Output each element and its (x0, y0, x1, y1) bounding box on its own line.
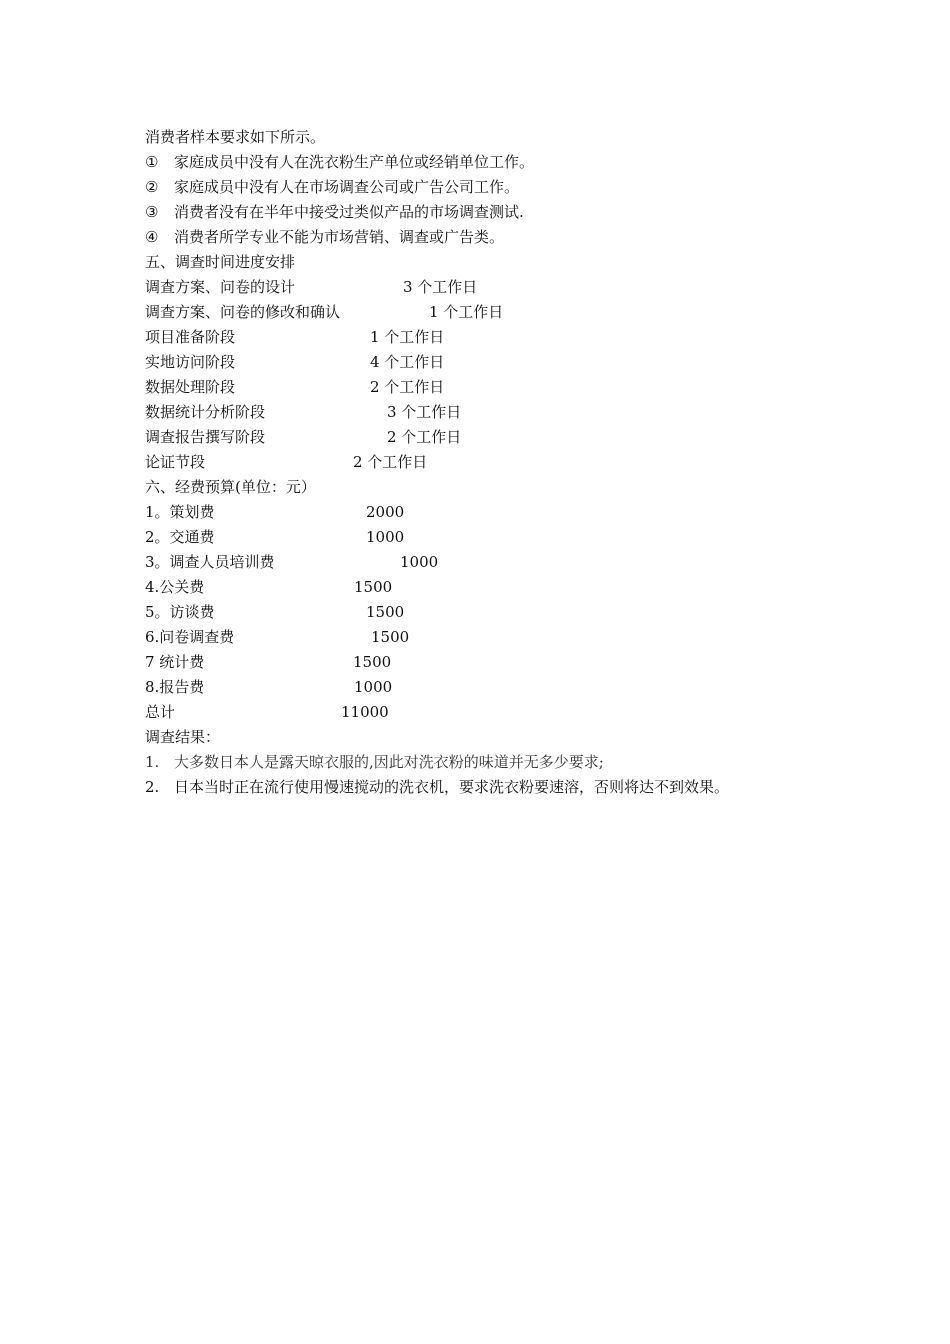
budget-label: 5。访谈费 (145, 603, 215, 621)
budget-value: 1500 (353, 653, 392, 671)
requirement-marker: ③ (145, 203, 159, 221)
schedule-value: 2 个工作日 (370, 378, 445, 396)
schedule-value: 3 个工作日 (403, 278, 478, 296)
schedule-value: 3 个工作日 (387, 403, 462, 421)
schedule-row (145, 351, 445, 373)
budget-value: 11000 (341, 703, 389, 721)
budget-row (145, 601, 405, 623)
requirement-text: 家庭成员中没有人在市场调查公司或广告公司工作。 (174, 178, 520, 196)
schedule-row (145, 376, 445, 398)
schedule-label: 数据统计分析阶段 (145, 403, 266, 421)
schedule-value: 4 个工作日 (370, 353, 445, 371)
requirement-marker: ④ (145, 228, 159, 246)
result-marker: 1. (145, 753, 160, 771)
schedule-label: 调查报告撰写阶段 (145, 428, 266, 446)
requirement-item (145, 176, 519, 198)
budget-label: 3。调查人员培训费 (145, 553, 275, 571)
schedule-label: 调查方案、问卷的修改和确认 (145, 303, 341, 321)
schedule-value: 1 个工作日 (429, 303, 504, 321)
schedule-label: 论证节段 (145, 453, 206, 471)
requirement-item (145, 151, 534, 173)
requirement-item (145, 226, 504, 248)
requirement-text: 消费者没有在半年中接受过类似产品的市场调查测试. (174, 203, 524, 221)
budget-value: 1500 (371, 628, 410, 646)
budget-value: 1500 (366, 603, 405, 621)
budget-label: 2。交通费 (145, 528, 215, 546)
requirement-text: 消费者所学专业不能为市场营销、调查或广告类。 (174, 228, 505, 246)
budget-row (145, 626, 410, 648)
budget-row (145, 651, 392, 673)
schedule-label: 调查方案、问卷的设计 (145, 278, 296, 296)
budget-row (145, 551, 439, 573)
budget-value: 1000 (400, 553, 439, 571)
results-heading: 调查结果： (145, 728, 221, 746)
intro-text: 消费者样本要求如下所示。 (145, 128, 326, 146)
budget-value: 1000 (354, 678, 393, 696)
schedule-value: 2 个工作日 (353, 453, 428, 471)
schedule-heading: 五、调查时间进度安排 (145, 253, 296, 271)
schedule-row (145, 451, 428, 473)
result-text: 大多数日本人是露天晾衣服的,因此对洗衣粉的味道并无多少要求; (174, 753, 604, 771)
budget-total-row (145, 701, 389, 723)
schedule-row (145, 276, 478, 298)
requirement-marker: ① (145, 153, 159, 171)
schedule-row (145, 326, 445, 348)
budget-value: 2000 (366, 503, 405, 521)
schedule-row (145, 426, 462, 448)
requirement-item (145, 201, 524, 223)
budget-label: 8.报告费 (145, 678, 205, 696)
budget-label: 1。策划费 (145, 503, 215, 521)
schedule-label: 实地访问阶段 (145, 353, 236, 371)
budget-label: 6.问卷调查费 (145, 628, 235, 646)
budget-row (145, 501, 405, 523)
budget-row (145, 576, 393, 598)
result-marker: 2. (145, 778, 160, 796)
schedule-row (145, 301, 504, 323)
budget-row (145, 526, 405, 548)
budget-heading: 六、经费预算(单位：元） (145, 478, 316, 496)
budget-label: 7 统计费 (145, 653, 205, 671)
requirement-marker: ② (145, 178, 159, 196)
budget-value: 1000 (366, 528, 405, 546)
budget-label: 总计 (145, 703, 176, 721)
budget-value: 1500 (354, 578, 393, 596)
schedule-row (145, 401, 462, 423)
budget-label: 4.公关费 (145, 578, 205, 596)
result-item (145, 776, 729, 798)
schedule-value: 1 个工作日 (370, 328, 445, 346)
result-text: 日本当时正在流行使用慢速搅动的洗衣机，要求洗衣粉要速溶，否则将达不到效果。 (174, 778, 730, 796)
schedule-value: 2 个工作日 (387, 428, 462, 446)
schedule-label: 项目准备阶段 (145, 328, 236, 346)
schedule-label: 数据处理阶段 (145, 378, 236, 396)
requirement-text: 家庭成员中没有人在洗衣粉生产单位或经销单位工作。 (174, 153, 535, 171)
result-item (145, 751, 604, 773)
budget-row (145, 676, 393, 698)
